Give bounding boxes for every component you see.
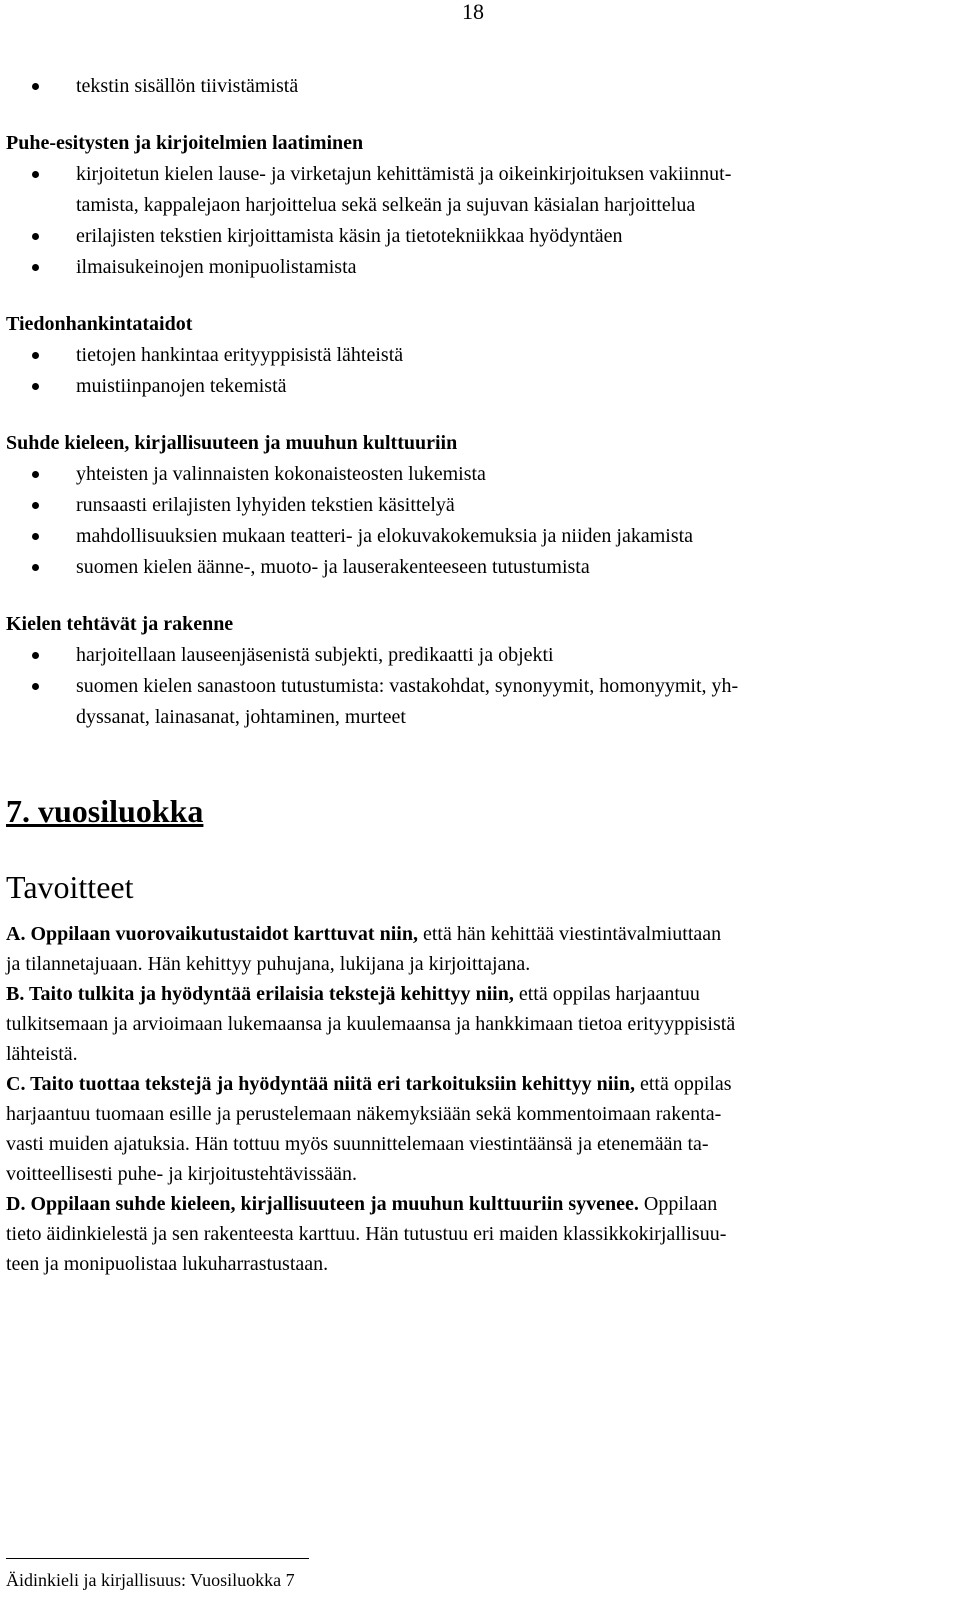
section-list-tiedonhankinta bbox=[6, 340, 942, 402]
bullet-icon bbox=[32, 264, 39, 271]
bullet-icon bbox=[32, 83, 39, 90]
goal-d: D. Oppilaan suhde kieleen, kirjallisuuteen ja muuhun kulttuuriin syvenee. Oppilaan tieto äidinkielestä ja sen rakenteesta karttuu. Hän tutustuu eri maiden klassikkokirjallisuu- teen ja monipuolistaa lukuharrastustaan. bbox=[6, 1193, 727, 1275]
bullet-icon bbox=[32, 171, 39, 178]
list-item: yhteisten ja valinnaisten kokonaisteosten lukemista bbox=[6, 459, 942, 490]
footer-text: Äidinkieli ja kirjallisuus: Vuosiluokka 7 bbox=[6, 1570, 295, 1590]
list-item: runsaasti erilajisten lyhyiden tekstien käsittelyä bbox=[6, 490, 942, 521]
intro-list bbox=[6, 71, 942, 102]
goals-title: Tavoitteet bbox=[6, 869, 134, 905]
list-item: tekstin sisällön tiivistämistä bbox=[6, 71, 942, 102]
bullet-icon bbox=[32, 233, 39, 240]
bullet-icon bbox=[32, 383, 39, 390]
goal-c: C. Taito tuottaa tekstejä ja hyödyntää niitä eri tarkoituksiin kehittyy niin, että oppilas harjaantuu tuomaan esille ja perustelemaan näkemyksiään sekä kommentoimaan rakenta- vasti muiden ajatuksia. Hän tottuu myös suunnittelemaan viestintäänsä ja etenemään ta- voitteellisesti puhe- ja kirjoitustehtävissään. bbox=[6, 1073, 732, 1185]
bullet-icon bbox=[32, 502, 39, 509]
bullet-icon bbox=[32, 533, 39, 540]
list-item: suomen kielen äänne-, muoto- ja lauserakenteeseen tutustumista bbox=[6, 552, 942, 583]
document-body bbox=[6, 71, 942, 1279]
bullet-icon bbox=[32, 471, 39, 478]
section-heading-kielen-tehtavat: Kielen tehtävät ja rakenne bbox=[6, 613, 234, 635]
bullet-icon bbox=[32, 683, 39, 690]
list-item: suomen kielen sanastoon tutustumista: vastakohdat, synonyymit, homonyymit, yh- dyssanat, lainasanat, johtaminen, murteet bbox=[6, 671, 942, 733]
section-heading-tiedonhankinta: Tiedonhankintataidot bbox=[6, 313, 193, 335]
bullet-icon bbox=[32, 564, 39, 571]
list-item: muistiinpanojen tekemistä bbox=[6, 371, 942, 402]
list-item: kirjoitetun kielen lause- ja virketajun kehittämistä ja oikeinkirjoituksen vakiinnut- tamista, kappalejaon harjoittelua sekä selkeän ja sujuvan käsialan harjoittelua bbox=[6, 159, 942, 221]
list-item: mahdollisuuksien mukaan teatteri- ja elokuvakokemuksia ja niiden jakamista bbox=[6, 521, 942, 552]
list-item: erilajisten tekstien kirjoittamista käsin ja tietotekniikkaa hyödyntäen bbox=[6, 221, 942, 252]
section-list-kielen-tehtavat bbox=[6, 640, 942, 733]
bullet-icon bbox=[32, 352, 39, 359]
page-number: 18 bbox=[462, 0, 484, 24]
grade-title: 7. vuosiluokka bbox=[6, 793, 204, 829]
section-heading-suhde-kieleen: Suhde kieleen, kirjallisuuteen ja muuhun kulttuuriin bbox=[6, 432, 458, 454]
goal-a: A. Oppilaan vuorovaikutustaidot karttuvat niin, että hän kehittää viestintävalmiuttaan ja tilannetajuaan. Hän kehittyy puhujana, lukijana ja kirjoittajana. bbox=[6, 923, 722, 975]
section-heading-puhe-esitykset: Puhe-esitysten ja kirjoitelmien laatiminen bbox=[6, 132, 364, 154]
list-item: ilmaisukeinojen monipuolistamista bbox=[6, 252, 942, 283]
section-list-puhe-esitykset bbox=[6, 159, 942, 283]
list-item: harjoitellaan lauseenjäsenistä subjekti, predikaatti ja objekti bbox=[6, 640, 942, 671]
footer-rule bbox=[6, 1558, 309, 1559]
list-item: tietojen hankintaa erityyppisistä lähteistä bbox=[6, 340, 942, 371]
bullet-icon bbox=[32, 652, 39, 659]
section-list-suhde-kieleen bbox=[6, 459, 942, 583]
goal-b: B. Taito tulkita ja hyödyntää erilaisia tekstejä kehittyy niin, että oppilas harjaantuu tulkitsemaan ja arvioimaan lukemaansa ja kuulemaansa ja hankkimaan tietoa erityyppisistä lähteistä. bbox=[6, 983, 736, 1065]
